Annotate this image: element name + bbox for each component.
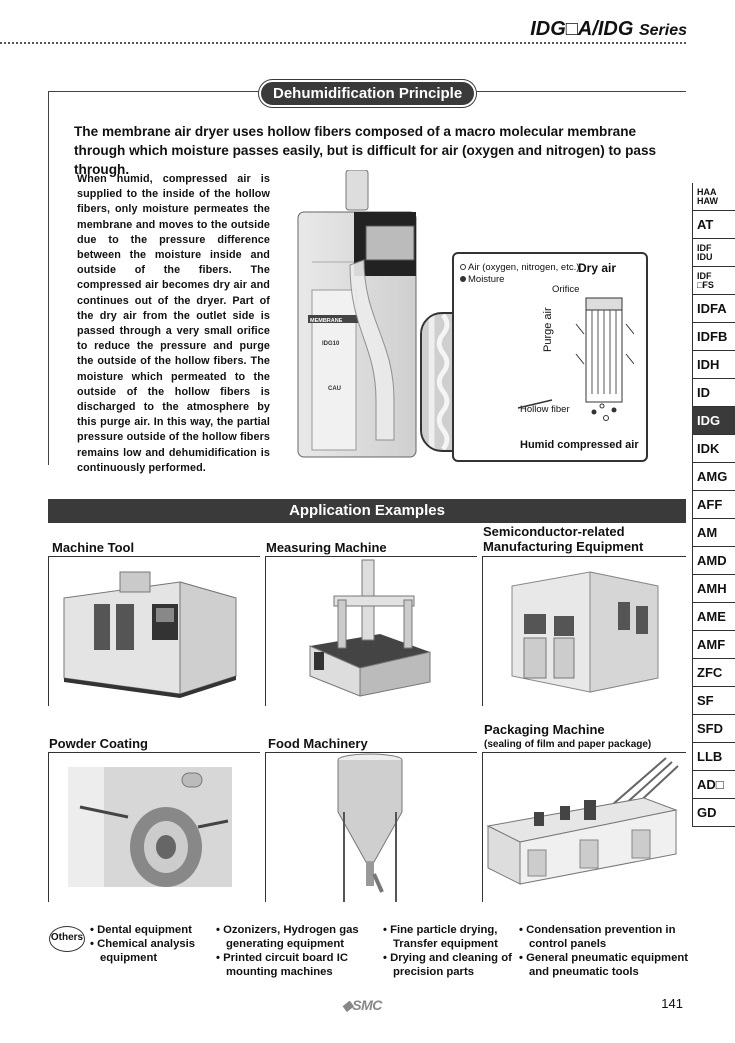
sidebar-tab-ad[interactable] [692, 771, 735, 799]
sidebar-tab-label: AME [697, 609, 726, 624]
others-item: • Ozonizers, Hydrogen gas generating equipment [216, 923, 376, 951]
others-list-1 [90, 923, 210, 965]
sidebar-tab-label: AD□ [697, 777, 724, 792]
air-symbol-icon [460, 264, 466, 270]
sidebar-tab-ame[interactable] [692, 603, 735, 631]
series-title [530, 18, 687, 41]
sidebar-tab-label: SFD [697, 721, 723, 736]
hollow-fiber-label: Hollow fiber [520, 404, 570, 415]
app-title-packaging-machine: Packaging Machine (sealing of film and paper package) [484, 722, 652, 750]
applications-heading: Application Examples [48, 499, 686, 523]
dry-air-label: Dry air [578, 261, 617, 275]
series-word: Series [638, 22, 687, 39]
sidebar-tab-label: AMG [697, 469, 728, 484]
principle-intro: The membrane air dryer uses hollow fibers composed of a macro molecular membrane through which moisture passes easily, but is difficult for air (oxygen and nitrogen) to pass through. [74, 124, 657, 177]
sidebar-tab-idf[interactable] [692, 267, 735, 295]
smc-logo-icon: ◆ [342, 997, 353, 1013]
sidebar-tab-gd[interactable] [692, 799, 735, 827]
others-item: • General pneumatic equipment and pneumatic tools [519, 951, 691, 979]
sidebar-tab-sfd[interactable] [692, 715, 735, 743]
app-title-powder-coating: Powder Coating [49, 736, 148, 751]
others-list-3 [383, 923, 513, 979]
food-machinery-illustration [330, 752, 410, 902]
sidebar-tab-label: IDFA [697, 301, 727, 316]
sidebar-tab-sf[interactable] [692, 687, 735, 715]
semiconductor-equipment-illustration [510, 566, 660, 696]
header-divider [0, 42, 686, 44]
powder-coating-illustration [68, 767, 232, 887]
app-title-machine-tool: Machine Tool [52, 540, 135, 555]
sidebar-tab-label: IDU [697, 251, 713, 262]
sidebar-tab-zfc[interactable] [692, 659, 735, 687]
zoom-line-icon [506, 378, 586, 458]
caution-label: CAU [328, 386, 341, 392]
others-badge: Others [49, 926, 85, 952]
sidebar-tab-am[interactable] [692, 519, 735, 547]
app-title-semiconductor: Semiconductor-related Manufacturing Equipment [483, 524, 644, 554]
sidebar-tab-llb[interactable] [692, 743, 735, 771]
sidebar-tab-idfa[interactable] [692, 295, 735, 323]
sidebar-tab-idk[interactable] [692, 435, 735, 463]
purge-air-label: Purge air [542, 307, 554, 352]
app-title-measuring-machine: Measuring Machine [266, 540, 387, 555]
app-title-food-machinery: Food Machinery [268, 736, 368, 751]
sidebar-tab-label: IDG [697, 413, 721, 428]
series-index-sidebar [692, 183, 735, 827]
others-list-4 [519, 923, 691, 979]
orifice-label: Orifice [552, 284, 580, 295]
sidebar-tab-id[interactable] [692, 379, 735, 407]
others-item: • Chemical analysis equipment [90, 937, 210, 965]
sidebar-tab-label: SF [697, 693, 714, 708]
smc-logo: ◆SMC [342, 997, 382, 1013]
sidebar-tab-label: □FS [697, 279, 714, 290]
sidebar-tab-label: IDH [697, 357, 720, 372]
sidebar-tab-label: IDFB [697, 329, 728, 344]
principle-heading: Dehumidification Principle [259, 80, 476, 107]
legend-moisture: Moisture [460, 274, 504, 285]
sidebar-tab-amg[interactable] [692, 463, 735, 491]
sidebar-tab-amh[interactable] [692, 575, 735, 603]
sidebar-tab-label: IDF [697, 242, 712, 253]
sidebar-tab-label: AMD [697, 553, 727, 568]
sidebar-tab-label: GD [697, 805, 717, 820]
sidebar-tab-at[interactable] [692, 211, 735, 239]
others-item: • Fine particle drying, Transfer equipment [383, 923, 513, 951]
sidebar-tab-idf[interactable] [692, 239, 735, 267]
sidebar-tab-idfb[interactable] [692, 323, 735, 351]
sidebar-tab-idh[interactable] [692, 351, 735, 379]
others-list-2 [216, 923, 376, 979]
sidebar-tab-label: AMH [697, 581, 727, 596]
sidebar-tab-label: AT [697, 217, 714, 232]
others-item: • Drying and cleaning of precision parts [383, 951, 513, 979]
sidebar-tab-label: IDF [697, 270, 712, 281]
model-label: IDG10 [322, 341, 340, 347]
sidebar-tab-label: IDK [697, 441, 720, 456]
humid-air-label: Humid compressed air [520, 439, 639, 451]
packaging-machine-illustration [484, 752, 684, 898]
sidebar-tab-label: HAW [697, 195, 718, 206]
sidebar-tab-label: AFF [697, 497, 723, 512]
sidebar-tab-label: LLB [697, 749, 723, 764]
sidebar-tab-label: ZFC [697, 665, 723, 680]
legend-air: Air (oxygen, nitrogen, etc.) [460, 262, 579, 273]
principle-body: When humid, compressed air is supplied to the inside of the hollow fibers, only moisture permeates the membrane and moves to the outside due to the pressure difference between the moisture inside and outside of the fibers. The compressed air becomes dry air and continues out of the dryer. Part of the dry air from the outlet side is passed through a very small orifice to reduce the pressure and purge the outside of the hollow fibers. The moisture which permeated to the outside of the hollow fibers is discharged to the atmosphere by this purge air. In this way, the partial pressure outside of the hollow fibers remains low and dehumidification is continuously performed. [77, 173, 270, 474]
sidebar-tab-haa[interactable] [692, 183, 735, 211]
sidebar-tab-label: AM [697, 525, 718, 540]
measuring-machine-illustration [300, 556, 440, 716]
sidebar-tab-label: HAA [697, 186, 717, 197]
sidebar-tab-label: AMF [697, 637, 726, 652]
others-item: • Printed circuit board IC mounting machines [216, 951, 376, 979]
machine-tool-illustration [60, 568, 240, 698]
series-code: IDG□A/IDG [530, 18, 634, 40]
sidebar-tab-amd[interactable] [692, 547, 735, 575]
page-number: 141 [661, 996, 683, 1011]
others-item: • Condensation prevention in control panels [519, 923, 691, 951]
others-item: • Dental equipment [90, 923, 210, 937]
membrane-label: MEMBRANE [310, 318, 343, 324]
sidebar-tab-idg[interactable] [692, 407, 735, 435]
sidebar-tab-amf[interactable] [692, 631, 735, 659]
sidebar-tab-aff[interactable] [692, 491, 735, 519]
moisture-symbol-icon [460, 276, 466, 282]
sidebar-tab-label: ID [697, 385, 710, 400]
